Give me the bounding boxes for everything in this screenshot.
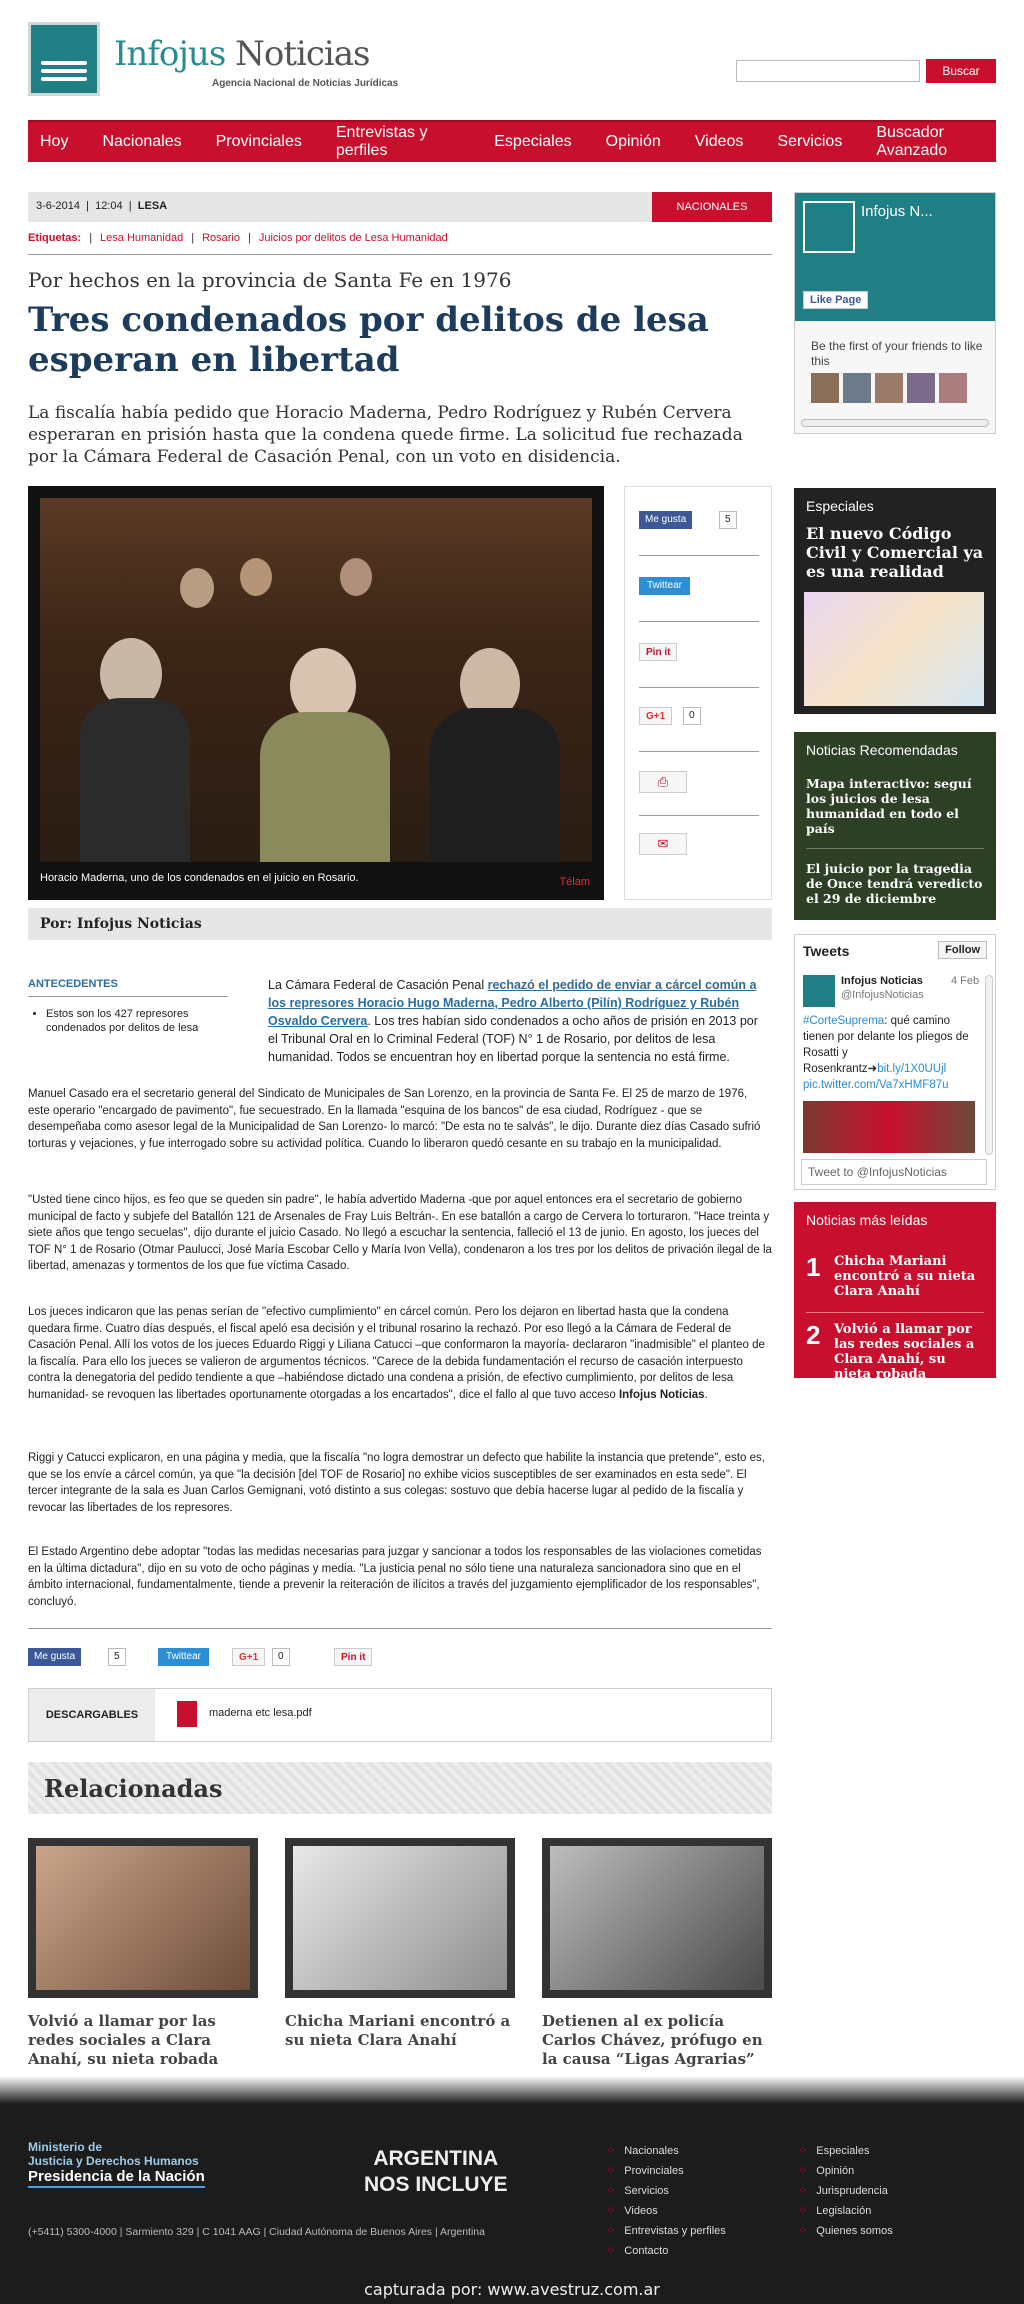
nav-nacionales[interactable]: Nacionales [102, 133, 182, 150]
mas-leidas-box [794, 1202, 996, 1382]
footer-address: (+5411) 5300-4000 | Sarmiento 329 | C 1041 AAG | Ciudad Autónoma de Buenos Aires | Argentina [28, 2226, 485, 2238]
friend-avatar [875, 373, 903, 403]
related-card[interactable] [285, 1838, 515, 2050]
related-heading: Relacionadas [28, 1762, 772, 1814]
downloads-label: DESCARGABLES [29, 1689, 155, 1741]
footer-link[interactable]: ⁘ Entrevistas y perfiles [606, 2224, 726, 2237]
gplus-button[interactable]: G+1 [232, 1648, 265, 1666]
search-input[interactable] [736, 60, 920, 82]
related-image[interactable] [285, 1838, 515, 1998]
brand-b: Noticias [235, 34, 370, 74]
related-title[interactable]: Volvió a llamar por las redes sociales a Clara Anahí, su nieta robada [28, 2012, 219, 2068]
mail-icon[interactable]: ✉ [639, 833, 687, 855]
tweets-scrollbar[interactable] [985, 975, 993, 1155]
footer-link[interactable]: ⁘ Nacionales [606, 2144, 679, 2157]
article-intro: La Cámara Federal de Casación Penal rechazó el pedido de enviar a cárcel común a los represores Horacio Hugo Maderna, Pedro Alberto (Pilín) Rodríguez y Rubén Osvaldo Cervera. Los tres habían sido condenados a ocho años de prisión en 2013 por el Tribunal Oral en lo Criminal Federal (TOF) N° 1 de Rosario, por delitos de lesa humanidad. Todos se encuentran hoy en libertad porque la sentencia no está firme. [268, 978, 758, 1064]
especiales-image[interactable] [804, 592, 984, 706]
site-header [28, 22, 996, 102]
tweet-avatar[interactable] [803, 975, 835, 1007]
fb-avatar [803, 201, 855, 253]
rank-number: 2 [806, 1320, 821, 1350]
related-image[interactable] [28, 1838, 258, 1998]
nav-opinion[interactable]: Opinión [605, 133, 661, 150]
paragraph: Riggi y Catucci explicaron, en una página y media, que la fiscalía "no logra demostrar un defecto que habilite la instancia que pretende", esto es, que se los envíe a cárcel común, ya que "la decisión [del TOF de Rosario] no exhibe vicios susceptibles de ser examinados en esta sede". El tercer integrante de la sala es Juan Carlos Gemignani, votó distinto a sus colegas: sostuvo que debía hacerse lugar al pedido de la fiscalía y revocar las libertades de los represores. [28, 1452, 765, 1514]
especiales-item[interactable]: El nuevo Código Civil y Comercial ya es una realidad [806, 524, 984, 581]
photo-caption: Horacio Maderna, uno de los condenados en el juicio en Rosario. [40, 872, 359, 884]
article-title: Tres condenados por delitos de lesa esperan en libertad [28, 300, 709, 380]
recomendadas-title: Noticias Recomendadas [806, 742, 958, 758]
footer-link[interactable]: ⁘ Quienes somos [798, 2224, 893, 2237]
nav-especiales[interactable]: Especiales [494, 133, 572, 150]
fb-cover [795, 193, 995, 321]
download-file-link[interactable]: maderna etc lesa.pdf [209, 1707, 312, 1719]
fb-like-button[interactable]: Me gusta [28, 1648, 81, 1666]
brand-a: Infojus [114, 34, 226, 74]
fb-like-page-button[interactable]: Like Page [803, 291, 868, 309]
related-card[interactable] [28, 1838, 258, 2069]
antecedentes-box [28, 978, 228, 1035]
paragraph: Los jueces indicaron que las penas serían de "efectivo cumplimiento" en cárcel común. Pero los dejaron en libertad hasta que la condena quedara firme. Cuatro días después, el fiscal apeló esa decisión y el tribunal rosarino la rechazó. Por eso llegó a la Cámara de Federal de Casación Penal. Allí los votos de los jueces Eduardo Riggi y Liliana Catucci –que conformaron la mayoría- declararon "inadmisible" el planteo de la fiscalía. Para ello los jueces se valieron de argumentos técnicos. "Carece de la debida fundamentación el recurso de casación interpuesto contra la denegatoria del pedido tendiente a que –habiéndose dictado una condena a prisión, de efectivo cumplimiento, por delitos de lesa humanidad- se revoquen las libertades oportunamente otorgadas a los encartados", dice el fallo al que tuvo acceso Infojus Noticias. [28, 1306, 765, 1401]
especiales-title: Especiales [806, 498, 874, 514]
footer-link[interactable]: ⁘ Opinión [798, 2164, 854, 2177]
footer-link[interactable]: ⁘ Legislación [798, 2204, 871, 2217]
nav-videos[interactable]: Videos [694, 133, 744, 150]
follow-button[interactable]: Follow [938, 941, 987, 959]
recomendada-item[interactable]: Mapa interactivo: seguí los juicios de lesa humanidad en todo el país [806, 776, 972, 836]
article-meta [28, 192, 772, 222]
mas-leidas-title: Noticias más leídas [806, 1212, 928, 1228]
article-lead: La fiscalía había pedido que Horacio Maderna, Pedro Rodríguez y Rubén Cervera esperaran en prisión hasta que la condena quede firme. La solicitud fue rechazada por la Cámara Federal de Casación Penal, con un voto en disidencia. [28, 403, 743, 467]
section-badge[interactable]: NACIONALES [652, 192, 772, 222]
tag-link[interactable]: Lesa Humanidad [100, 232, 184, 244]
tweet-link[interactable]: bit.ly/1X0UUjl pic.twitter.com/Va7xHMF87u [803, 1063, 949, 1091]
article-date: 3-6-2014 | 12:04 | LESA [36, 200, 168, 212]
nav-hoy[interactable]: Hoy [40, 133, 69, 150]
search-button[interactable]: Buscar [926, 59, 996, 83]
footer-link[interactable]: ⁘ Especiales [798, 2144, 869, 2157]
byline: Por: Infojus Noticias [28, 908, 772, 940]
friend-avatar [811, 373, 839, 403]
footer-link[interactable]: ⁘ Videos [606, 2204, 658, 2217]
recomendadas-box [794, 732, 996, 920]
tweet-image[interactable] [803, 1101, 975, 1153]
footer-link[interactable]: ⁘ Servicios [606, 2184, 669, 2197]
fb-first-text: Be the first of your friends to like this [811, 339, 983, 368]
bottom-share-bar [28, 1646, 428, 1668]
nav-provinciales[interactable]: Provinciales [215, 133, 302, 150]
argentina-logo: ARGENTINA NOS INCLUYE [364, 2147, 508, 2196]
friend-avatar [939, 373, 967, 403]
paragraph: Manuel Casado era el secretario general del Sindicato de Municipales de San Lorenzo, en la provincia de Santa Fe. El 25 de marzo de 1976, este operario "encargado de pavimento", fue secuestrado. En la llamada "esquina de los bancos" de esa ciudad, Rodríguez - que se desempeñaba como asesor legal de la Municipalidad de San Lorenzo- lo marcó: "De esta no te salvás", le dijo. Durante diez días Casado sufrió torturas y vejaciones, y fue interrogado sobre su actividad política. Cuando lo liberaron quedó cesante en su trabajo en la municipalidad. [28, 1088, 761, 1150]
tag-link[interactable]: Juicios por delitos de Lesa Humanidad [258, 232, 448, 244]
gplus-count: 0 [683, 707, 701, 725]
tweets-widget [794, 934, 996, 1190]
rank-number: 1 [806, 1252, 821, 1282]
tag-link[interactable]: Rosario [202, 232, 240, 244]
share-column [624, 486, 772, 900]
tweet-button[interactable]: Twittear [639, 577, 690, 595]
brand-title[interactable] [114, 34, 370, 74]
like-count: 5 [719, 511, 737, 529]
tweet-handle: @InfojusNoticias [841, 989, 924, 1001]
related-card[interactable] [542, 1838, 772, 2069]
related-title[interactable]: Detienen al ex policía Carlos Chávez, prófugo en la causa “Ligas Agrarias” [542, 2012, 763, 2068]
intro-link[interactable]: rechazó el pedido de enviar a cárcel común a los represores Horacio Hugo Maderna, Pedro Alberto (Pilín) Rodríguez y Rubén Osvaldo Cervera [268, 978, 757, 1028]
facebook-widget [794, 192, 996, 434]
related-title[interactable]: Chicha Mariani encontró a su nieta Clara Anahí [285, 2012, 511, 2049]
related-image[interactable] [542, 1838, 772, 1998]
fb-scrollbar[interactable] [801, 419, 989, 427]
tweet-button[interactable]: Twittear [158, 1648, 209, 1666]
gplus-button[interactable]: G+1 [639, 707, 672, 725]
main-nav [28, 120, 996, 162]
gplus-count: 0 [272, 1648, 290, 1666]
especiales-box [794, 488, 996, 714]
tags-label: Etiquetas: [28, 232, 82, 244]
like-count: 5 [108, 1648, 126, 1666]
logo-icon[interactable] [28, 22, 100, 96]
article-photo [28, 486, 604, 900]
nav-buscador[interactable]: Buscador Avanzado [876, 124, 948, 159]
footer-link[interactable]: ⁘ Jurisprudencia [798, 2184, 888, 2197]
footer-link[interactable]: ⁘ Contacto [606, 2244, 668, 2257]
ministry-logo[interactable]: Ministerio de Justicia y Derechos Humanos Presidencia de la Nación [28, 2140, 205, 2188]
antecedentes-link[interactable]: • Estos son los 427 represores condenados por delitos de lesa [46, 1007, 228, 1035]
footer-link[interactable]: ⁘ Provinciales [606, 2164, 684, 2177]
paragraph: El Estado Argentino debe adoptar "todas las medidas necesarias para juzgar y sancionar a todos los responsables de las violaciones cometidas en la última dictadura", dijo en su voto de ocho páginas y media. "La justicia penal no sólo tiene una naturaleza sancionadora sino que en el ámbito internacional, fundamentalmente, tiende a prevenir la reiteración de ilícitos a través del juzgamiento ejemplificador de los responsables", concluyó. [28, 1546, 762, 1608]
tweet-date: 4 Feb [951, 975, 980, 987]
tweets-title: Tweets [803, 943, 850, 959]
capture-credit: capturada por: www.avestruz.com.ar [364, 2280, 660, 2299]
pin-button[interactable]: Pin it [334, 1648, 372, 1666]
fb-page-name[interactable]: Infojus N... [861, 203, 933, 220]
friend-avatar [907, 373, 935, 403]
site-footer [0, 2104, 1024, 2304]
antecedentes-title: ANTECEDENTES [28, 978, 228, 997]
fb-like-button[interactable]: Me gusta [639, 511, 692, 529]
tags-bar: Etiquetas: | Lesa Humanidad | Rosario | Juicios por delitos de Lesa Humanidad [28, 232, 772, 255]
tweet-to-input[interactable]: Tweet to @InfojusNoticias [801, 1159, 987, 1185]
friend-avatar [843, 373, 871, 403]
pdf-icon[interactable] [177, 1701, 197, 1727]
brand-subtitle: Agencia Nacional de Noticias Jurídicas [212, 78, 399, 89]
pin-button[interactable]: Pin it [639, 643, 677, 661]
photo-image [40, 498, 592, 862]
print-icon[interactable]: ⎙ [639, 771, 687, 793]
mas-leida-item[interactable]: Chicha Mariani encontró a su nieta Clara Anahí [834, 1254, 976, 1299]
recomendada-item[interactable]: El juicio por la tragedia de Once tendrá veredicto el 29 de diciembre [806, 861, 983, 906]
mas-leida-item[interactable]: Volvió a llamar por las redes sociales a Clara Anahí, su nieta robada [834, 1322, 975, 1382]
tweet-user[interactable]: Infojus Noticias [841, 975, 923, 987]
photo-credit: Télam [559, 876, 590, 888]
nav-servicios[interactable]: Servicios [777, 133, 843, 150]
downloads-box [28, 1688, 772, 1742]
nav-entrevistas[interactable]: Entrevistas y perfiles [335, 124, 428, 159]
tweet-text: #CorteSuprema: qué camino tienen por delante los pliegos de Rosatti y Rosenkrantz➜bit.ly/1X0UUjl pic.twitter.com/Va7xHMF87u [803, 1015, 969, 1091]
paragraph: "Usted tiene cinco hijos, es feo que se queden sin padre", le había advertido Maderna -que por aquel entonces era el secretario de gobierno municipal de facto y subjefe del Batallón 121 de Arsenales de Fray Luis Beltrán-. En ese batallón a cargo de Cervera lo torturaron. "Hace treinta y siete años que tengo secuelas", dijo durante el juicio Casado. No llegó a escuchar la sentencia, falleció el 13 de junio. En agosto, los jueces del TOF N° 1 de Rosario (Otmar Paulucci, José María Escobar Cello y María Ivon Vella), condenaron a los tres por los delitos de privación ilegal de la libertad, amenazas y tormentos de los que fue víctima Casado. [28, 1194, 772, 1272]
article-kicker: Por hechos en la provincia de Santa Fe en 1976 [28, 268, 512, 292]
